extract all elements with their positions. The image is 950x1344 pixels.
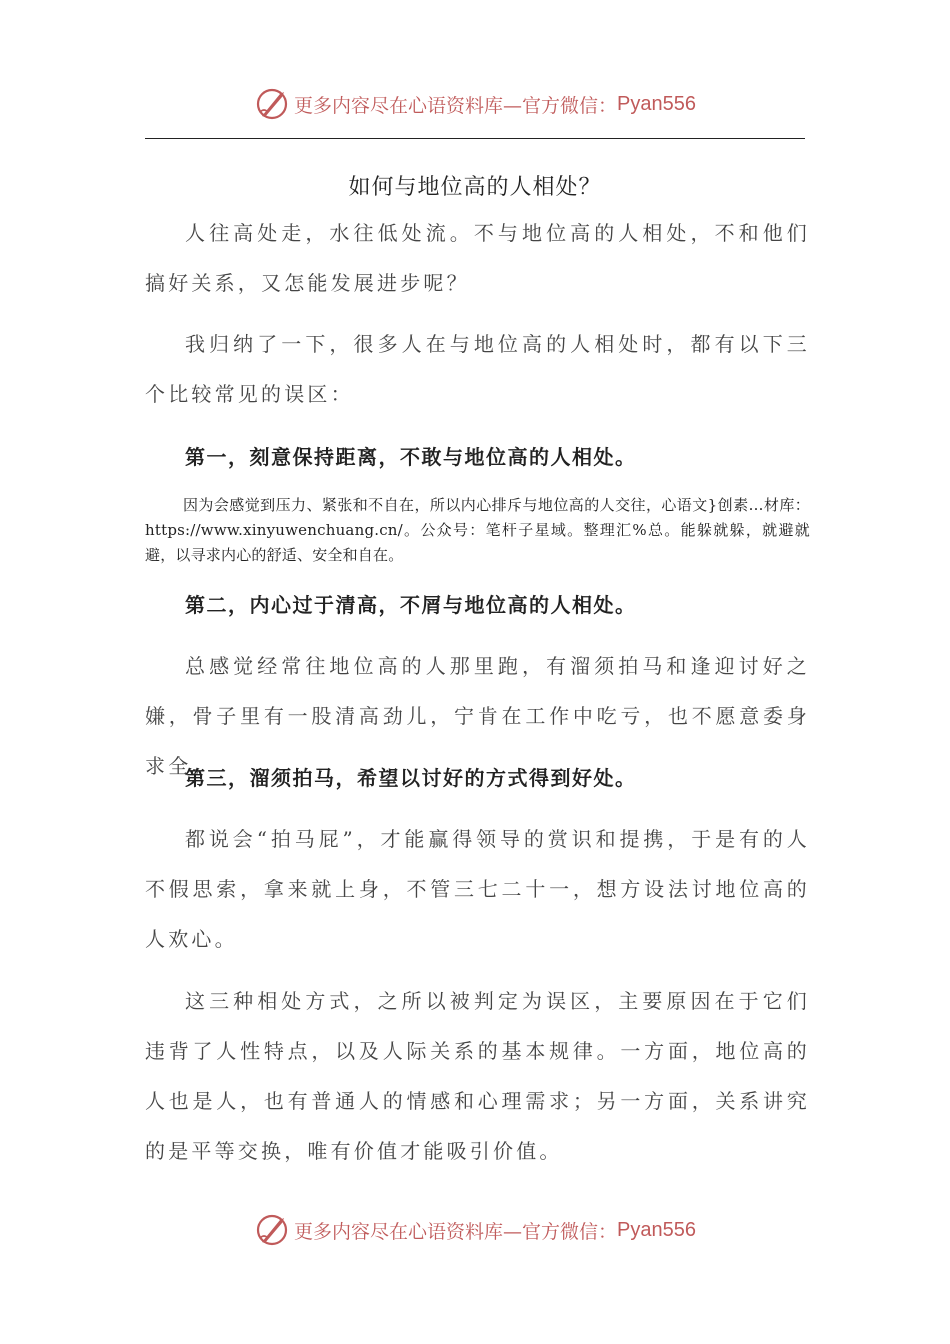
section-heading-1: 第一，刻意保持距离，不敢与地位高的人相处。 (185, 445, 637, 469)
wechat-id: Pyan556 (617, 92, 696, 115)
wechat-id: Pyan556 (617, 1218, 696, 1241)
paragraph-intro: 人往高处走，水往低处流。不与地位高的人相处，不和他们搞好关系，又怎能发展进步呢？ (145, 221, 810, 295)
paragraph-section-2: 总感觉经常往地位高的人那里跑，有溜须拍马和逢迎讨好之嫌，骨子里有一股清高劲儿，宁肯在工作中吃亏，也不愿意委身求全。 (145, 654, 810, 778)
paragraph-conclusion: 这三种相处方式，之所以被判定为误区，主要原因在于它们违背了人性特点，以及人际关系的基本规律。一方面，地位高的人也是人，也有普通人的情感和心理需求；另一方面，关系讲究的是平等交换，唯有价值才能吸引价值。 (145, 989, 810, 1163)
section-heading-3: 第三，溜须拍马，希望以讨好的方式得到好处。 (185, 766, 637, 790)
quill-logo-icon (254, 86, 290, 122)
banner-text: 更多内容尽在心语资料库—官方微信： (294, 1220, 618, 1243)
page-title: 如何与地位高的人相处？ (348, 174, 602, 200)
paragraph-section-1: 因为会感觉到压力、紧张和不自在，所以内心排斥与地位高的人交往，心语文}创素…材库：https://www.xinyuwenchuang.cn/。公众号：笔杆子星域。整理汇%总。能躲就躲，就避就避，以寻求内心的舒适、安全和自在。 (145, 496, 810, 564)
paragraph-section-3: 都说会“拍马屁”，才能赢得领导的赏识和提携，于是有的人不假思索，拿来就上身，不管三七二十一，想方设法讨地位高的人欢心。 (145, 827, 810, 951)
section-heading-2: 第二，内心过于清高，不屑与地位高的人相处。 (185, 593, 637, 617)
header-banner (0, 82, 950, 126)
quill-logo-icon (254, 1212, 290, 1248)
header-divider (145, 138, 805, 139)
footer-banner (0, 1208, 950, 1252)
banner-text: 更多内容尽在心语资料库—官方微信： (294, 94, 618, 117)
paragraph-summary: 我归纳了一下，很多人在与地位高的人相处时，都有以下三个比较常见的误区： (145, 332, 810, 406)
